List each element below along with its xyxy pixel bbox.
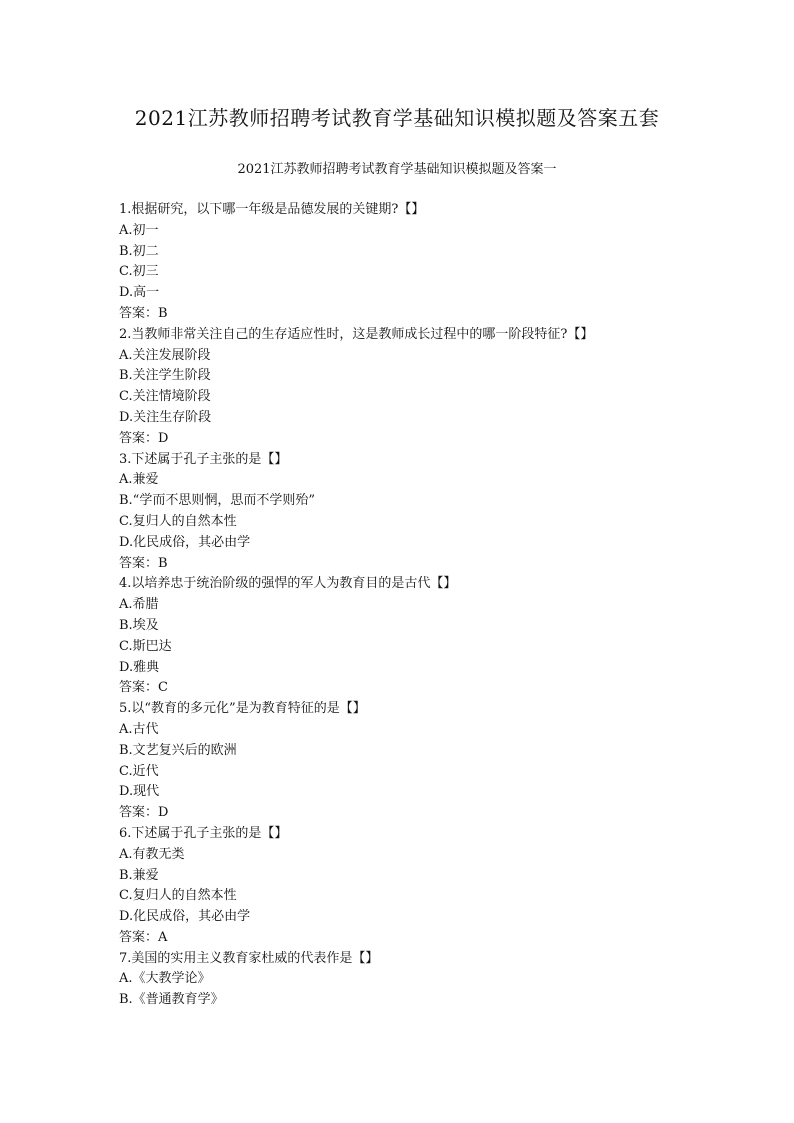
option-c: C.复归人的自然本性 [119, 513, 237, 529]
option-d: D.化民成俗，其必由学 [119, 909, 251, 925]
answer-text: 答案：D [119, 430, 169, 446]
option-b: B.《普通教育学》 [119, 992, 224, 1008]
question-list [119, 200, 719, 1011]
option-a: A.有教无类 [119, 846, 185, 862]
option-d: D.关注生存阶段 [119, 409, 212, 425]
option-b: B.“学而不思则惘，思而不学则殆” [119, 493, 315, 509]
option-d: D.雅典 [119, 659, 160, 675]
question-block [119, 699, 719, 824]
option-d: D.化民成俗，其必由学 [119, 534, 251, 550]
option-a: A.《大教学论》 [119, 971, 211, 987]
option-c: C.近代 [119, 763, 159, 779]
answer-text: 答案：B [119, 555, 168, 571]
option-c: C.复归人的自然本性 [119, 888, 237, 904]
question-text: 5.以“教育的多元化”是为教育特征的是【】 [119, 701, 366, 717]
question-block [119, 325, 719, 450]
option-d: D.现代 [119, 784, 160, 800]
document-title: 2021江苏教师招聘考试教育学基础知识模拟题及答案五套 [134, 106, 660, 130]
option-b: B.文艺复兴后的欧洲 [119, 742, 237, 758]
option-a: A.初一 [119, 222, 159, 238]
option-b: B.关注学生阶段 [119, 368, 211, 384]
question-block [119, 824, 719, 949]
option-a: A.关注发展阶段 [119, 347, 211, 363]
option-a: A.兼爱 [119, 472, 159, 488]
question-block [119, 949, 719, 1011]
answer-text: 答案：A [119, 929, 168, 945]
option-c: C.斯巴达 [119, 638, 172, 654]
question-block [119, 574, 719, 699]
option-b: B.初二 [119, 243, 159, 259]
answer-text: 答案：B [119, 305, 168, 321]
document-subtitle: 2021江苏教师招聘考试教育学基础知识模拟题及答案一 [237, 162, 557, 177]
question-block [119, 200, 719, 325]
option-d: D.高一 [119, 285, 160, 301]
question-text: 3.下述属于孔子主张的是【】 [119, 451, 288, 467]
question-text: 6.下述属于孔子主张的是【】 [119, 825, 288, 841]
question-text: 4.以培养忠于统治阶级的强悍的军人为教育目的是古代【】 [119, 576, 457, 592]
option-a: A.希腊 [119, 597, 159, 613]
question-text: 1.根据研究，以下哪一年级是品德发展的关键期?【】 [119, 202, 425, 217]
option-b: B.埃及 [119, 617, 159, 633]
option-a: A.古代 [119, 721, 159, 737]
option-b: B.兼爱 [119, 867, 159, 883]
answer-text: 答案：C [119, 680, 168, 696]
option-c: C.关注情境阶段 [119, 389, 211, 405]
option-c: C.初三 [119, 264, 159, 280]
question-text: 2.当教师非常关注自己的生存适应性时，这是教师成长过程中的哪一阶段特征?【】 [119, 326, 594, 342]
question-block [119, 450, 719, 575]
question-text: 7.美国的实用主义教育家杜威的代表作是【】 [119, 950, 379, 966]
answer-text: 答案：D [119, 805, 169, 821]
